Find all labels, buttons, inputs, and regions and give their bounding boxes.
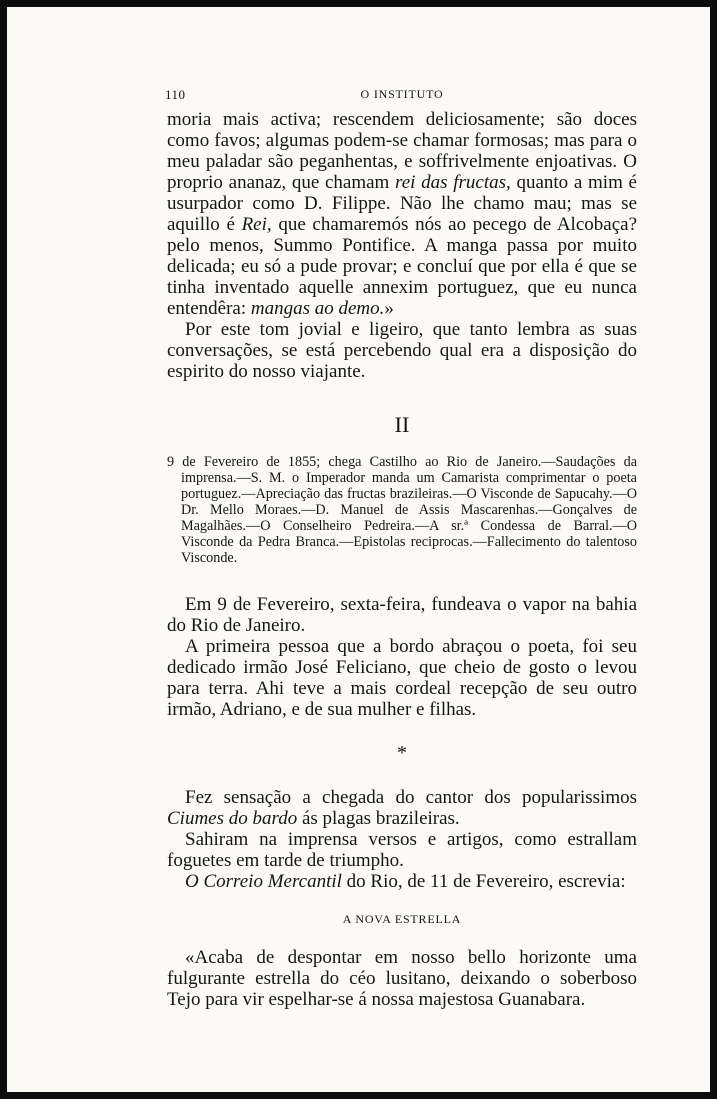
italic-run: O Correio Mercantil <box>185 871 342 892</box>
italic-run: Ciumes do bardo <box>167 808 298 829</box>
text-run: que chamaremós nós ao pecego de Alcobaça? pelo menos, Summo Pontifice. A manga passa por muito delicada; eu só a pude provar; e concluí que por ella é que se tinha inventado aquelle annexim portuguez, que eu nunca entendêra: <box>167 214 638 319</box>
body-text <box>167 109 637 382</box>
arrival-text <box>167 594 637 720</box>
text-run: moria mais activa; rescendem deliciosamente; são doces como favos; algumas podem-se chamar formosas; mas para o meu paladar são peganhentas, e soffrivelmente enjoativas. O proprio ananaz, que chamam <box>167 109 637 193</box>
italic-run: rei das fructas, <box>395 172 511 193</box>
article-text <box>167 947 637 1010</box>
italic-run: mangas ao demo. <box>250 298 385 319</box>
arrival-paragraph-1: Em 9 de Fevereiro, sexta-feira, fundeava o vapor na bahia do Rio de Janeiro. <box>167 594 637 636</box>
chapter-summary: 9 de Fevereiro de 1855; chega Castilho ao Rio de Janeiro.—Saudações da imprensa.—S. M. o Imperador manda um Camarista comprimentar o poeta portuguez.—Apreciação das fructas brazileiras.—O Visconde de Sapucahy.—O Dr. Mello Moraes.—D. Manuel de Assis Mascarenhas.—Gonçalves de Magalhães.—O Conselheiro Pedreira.—A sr.ª Condessa de Barral.—O Visconde da Pedra Branca.—Epistolas reciprocas.—Fallecimento do talentoso Visconde. <box>167 454 637 566</box>
reception-paragraph-3 <box>167 871 637 892</box>
text-run: ás plagas brazileiras. <box>297 808 460 829</box>
arrival-paragraph-2: A primeira pessoa que a bordo abraçou o poeta, foi seu dedicado irmão José Feliciano, que cheio de gosto o levou para terra. Ahi teve a mais cordeal recepção de seu outro irmão, Adriano, e de sua mulher e filhas. <box>167 636 637 720</box>
reception-text <box>167 787 637 892</box>
article-heading: A NOVA ESTRELLA <box>342 912 462 926</box>
italic-run: Rei, <box>241 214 272 235</box>
intro-paragraph-continued <box>167 109 637 319</box>
intro-paragraph-2: Por este tom jovial e ligeiro, que tanto lembra as suas conversações, se está percebendo qual era a disposição do espirito do nosso viajante. <box>167 319 637 382</box>
text-run: Fez sensação a chegada do cantor dos popularissimos <box>185 787 637 808</box>
reception-paragraph-1 <box>167 787 637 829</box>
text-run: » <box>384 298 394 319</box>
reception-paragraph-2: Sahiram na imprensa versos e artigos, como estrallam foguetes em tarde de triumpho. <box>167 829 637 871</box>
running-title: O INSTITUTO <box>360 87 444 101</box>
book-page <box>167 85 637 1010</box>
text-run: do Rio, de 11 de Fevereiro, escrevia: <box>341 871 626 892</box>
article-paragraph: «Acaba de despontar em nosso bello horizonte uma fulgurante estrella do céo lusitano, deixando o soberboso Tejo para vir espelhar-se á nossa majestosa Guanabara. <box>167 947 637 1010</box>
asterisk-divider: * <box>397 742 407 764</box>
running-head <box>167 85 637 109</box>
text-run: quanto a mim é usurpador como D. Filippe. Não lhe chamo mau; mas se aquillo é <box>167 172 637 235</box>
page-number: 110 <box>165 87 186 102</box>
section-number: II <box>394 412 410 437</box>
